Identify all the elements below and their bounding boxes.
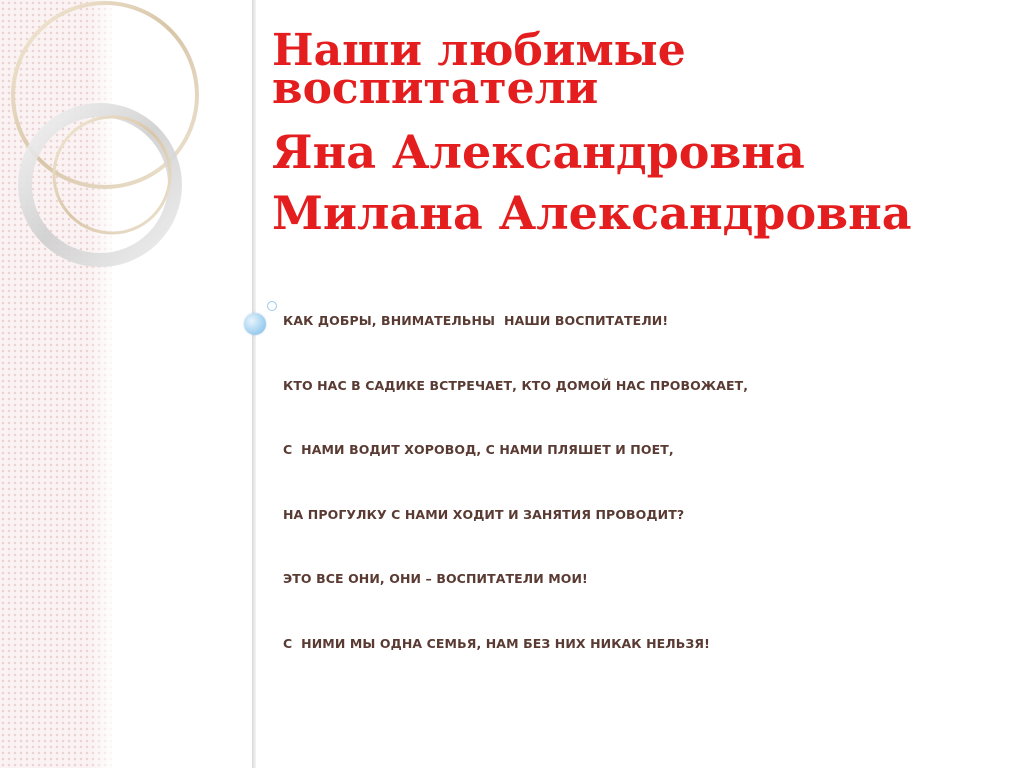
vertical-divider (252, 0, 256, 768)
poem-line-6: С НИМИ МЫ ОДНА СЕМЬЯ, НАМ БЕЗ НИХ НИКАК НЕЛЬЗЯ! (283, 635, 710, 651)
slide-title (272, 25, 1002, 245)
teacher-name-1: Яна Александровна (272, 124, 805, 179)
poem-line-2: КТО НАС В САДИКЕ ВСТРЕЧАЕТ, КТО ДОМОЙ НАС ПРОВОЖАЕТ, (283, 377, 749, 393)
title-line-2: воспитатели (272, 62, 599, 114)
title-line-1: Наши любимые (272, 25, 686, 76)
poem-line-1: КАК ДОБРЫ, ВНИМАТЕЛЬНЫ НАШИ ВОСПИТАТЕЛИ! (283, 313, 669, 328)
poem-text (283, 313, 983, 700)
poem-line-3: С НАМИ ВОДИТ ХОРОВОД, С НАМИ ПЛЯШЕТ И ПОЕТ, (283, 442, 674, 457)
teacher-name-2: Милана Александровна (272, 186, 912, 241)
decorative-rings (0, 0, 260, 300)
small-bullet-circle (267, 301, 277, 311)
poem-line-4: НА ПРОГУЛКУ С НАМИ ХОДИТ И ЗАНЯТИЯ ПРОВОДИТ? (283, 506, 685, 522)
bullet-dot-icon (244, 313, 266, 335)
poem-line-5: ЭТО ВСЕ ОНИ, ОНИ – ВОСПИТАТЕЛИ МОИ! (283, 571, 588, 586)
